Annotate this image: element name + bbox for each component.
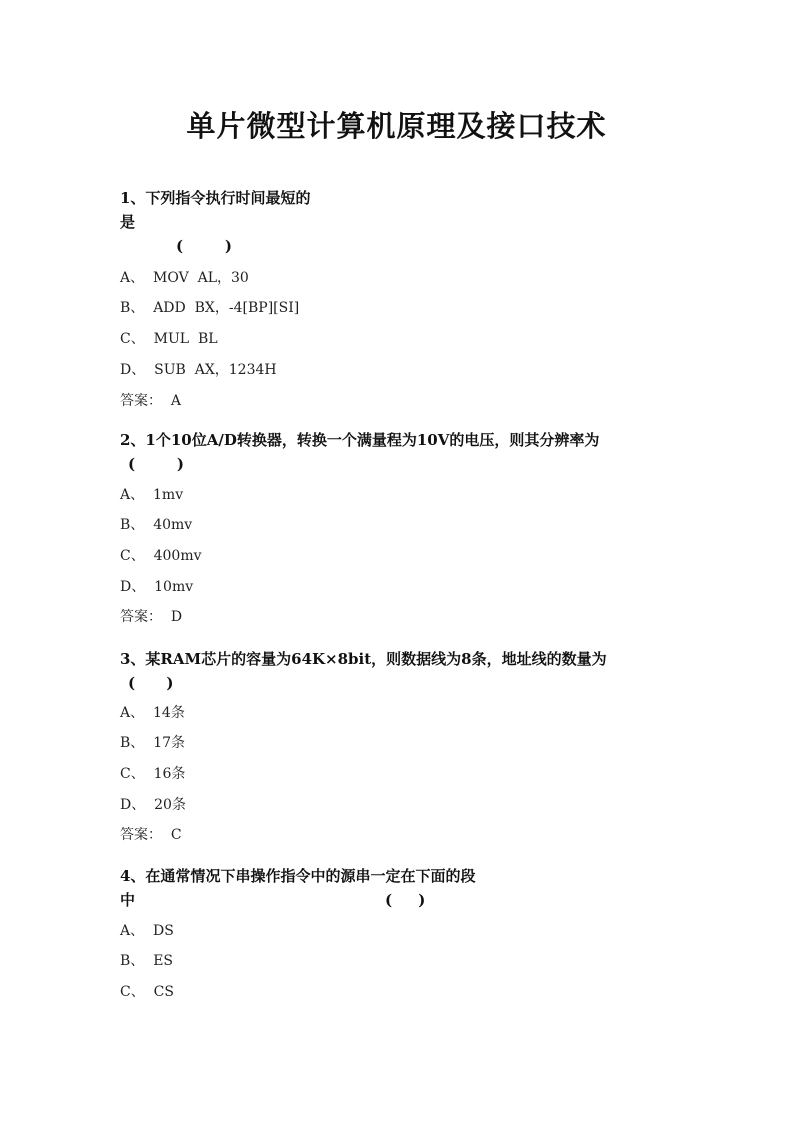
page-title: 单片微型计算机原理及接口技术 — [186, 109, 607, 143]
question-3-option-b: B、 17条 — [120, 735, 186, 751]
question-4-text: 4、在通常情况下串操作指令中的源串一定在下面的段 — [120, 867, 476, 885]
question-3-option-d: D、 20条 — [120, 797, 186, 813]
question-4-option-a: A、 DS — [120, 923, 174, 939]
question-1-option-c: C、 MUL BL — [120, 331, 218, 347]
question-1-option-a: A、 MOV AL，30 — [120, 270, 249, 286]
question-1-text-cont: 是 — [120, 213, 136, 231]
question-1-option-b: B、 ADD BX，-4[BP][SI] — [120, 300, 300, 316]
question-1-answer: 答案： A — [120, 393, 182, 409]
question-2-option-c: C、 400mv — [120, 548, 202, 564]
question-2-option-a: A、 1mv — [120, 487, 184, 503]
question-3-option-a: A、 14条 — [120, 705, 185, 721]
question-3-answer: 答案： C — [120, 827, 182, 843]
question-2-answer: 答案： D — [120, 609, 183, 625]
question-3-option-c: C、 16条 — [120, 766, 186, 782]
question-2-option-d: D、 10mv — [120, 579, 194, 595]
question-4-blank: ( ) — [385, 891, 426, 909]
question-3-blank: ( ) — [128, 674, 174, 692]
question-1-option-d: D、 SUB AX，1234H — [120, 362, 277, 378]
question-3-text: 3、某RAM芯片的容量为64K×8bit，则数据线为8条，地址线的数量为 — [120, 650, 607, 668]
question-2-text: 2、1个10位A/D转换器，转换一个满量程为10V的电压，则其分辨率为 — [120, 431, 600, 449]
question-1-text: 1、下列指令执行时间最短的 — [120, 189, 311, 207]
question-4-text-cont: 中 — [120, 891, 136, 909]
question-4-option-c: C、 CS — [120, 984, 174, 1000]
question-2-blank: ( ) — [128, 455, 184, 473]
question-1-blank: ( ) — [176, 237, 232, 255]
question-2-option-b: B、 40mv — [120, 517, 193, 533]
question-4-option-b: B、 ES — [120, 953, 173, 969]
